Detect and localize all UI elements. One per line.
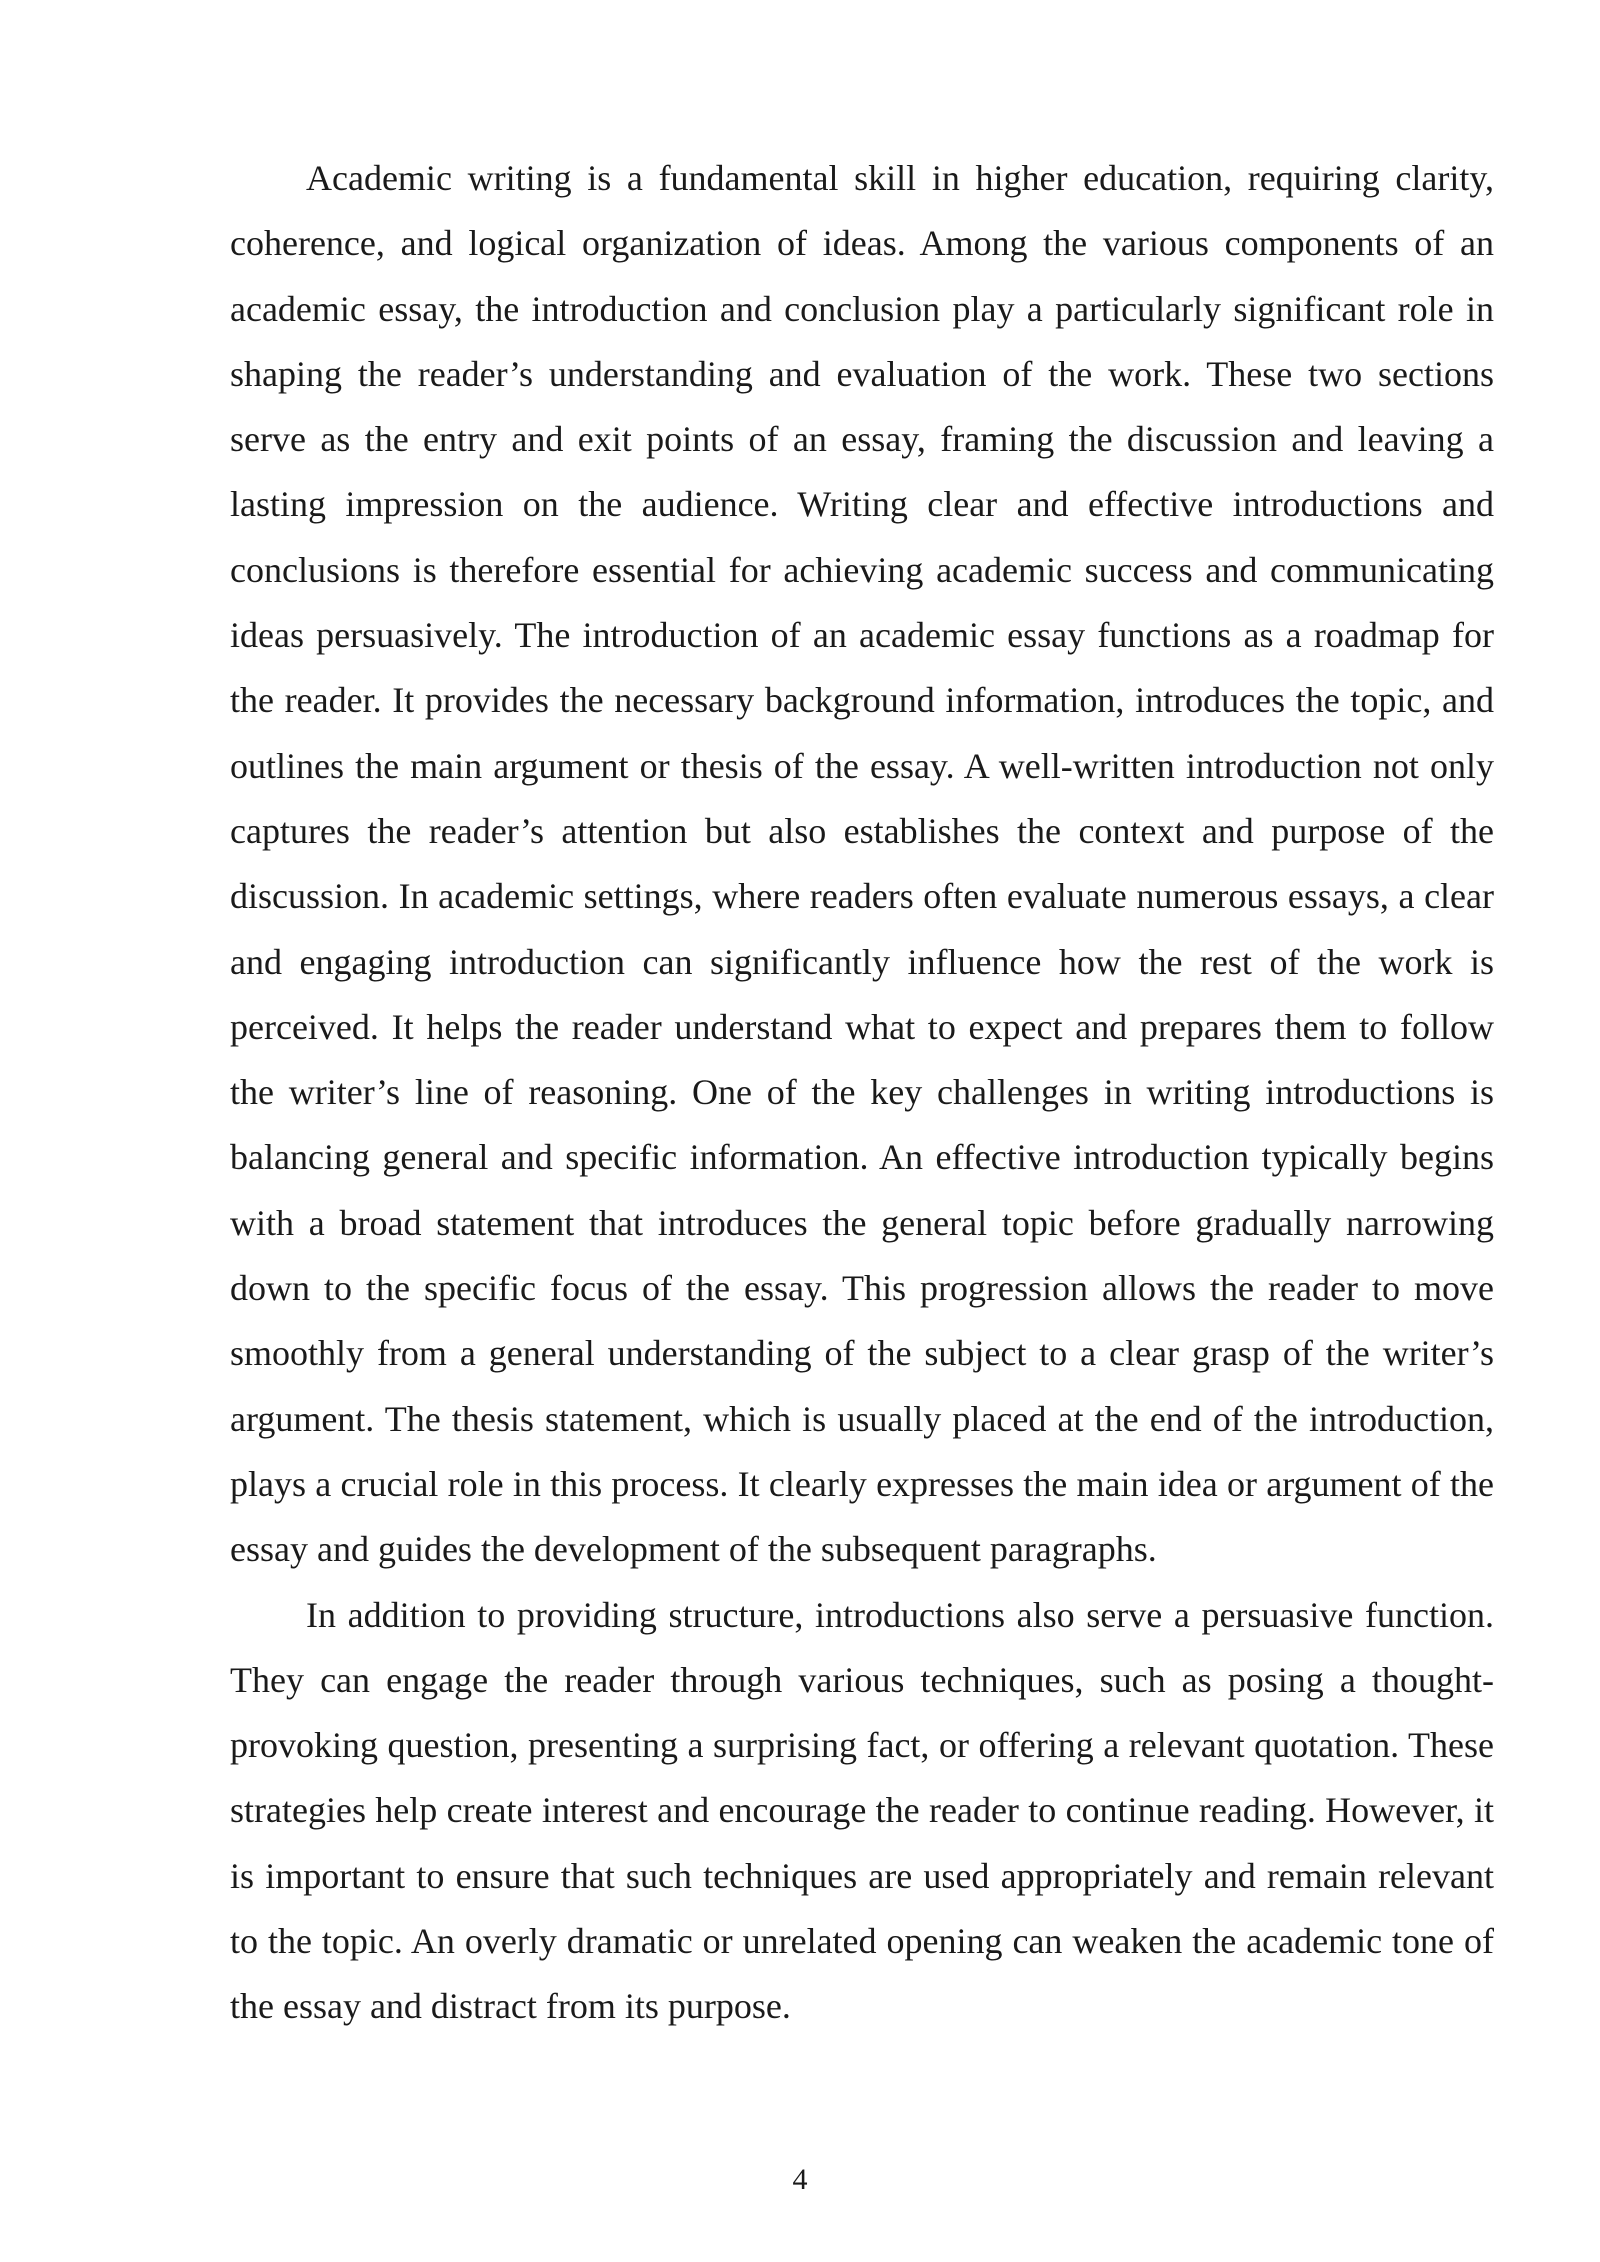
paragraph-1: Academic writing is a fundamental skill in higher education, requiring clarity, coherence, and logical organization of ideas. Among the various components of an academic essay, the introduction and conclusion play a particularly significant role in shaping the reader’s understanding and evaluation of the work. These two sections serve as the entry and exit points of an essay, framing the discussion and leaving a lasting impression on the audience. Writing clear and effective introductions and conclusions is therefore essential for achieving academic success and communicating ideas persuasively. The introduction of an academic essay functions as a roadmap for the reader. It provides the necessary background information, introduces the topic, and outlines the main argument or thesis of the essay. A well-written introduction not only captures the reader’s attention but also establishes the context and purpose of the discussion. In academic settings, where readers often evaluate numerous essays, a clear and engaging introduction can significantly influence how the rest of the work is perceived. It helps the reader understand what to expect and prepares them to follow the writer’s line of reasoning. One of the key challenges in writing introductions is balancing general and specific information. An effective introduction typically begins with a broad statement that introduces the general topic before gradually narrowing down to the specific focus of the essay. This progression allows the reader to move smoothly from a general understanding of the subject to a clear grasp of the writer’s argument. The thesis statement, which is usually placed at the end of the introduction, plays a crucial role in this process. It clearly expresses the main idea or argument of the essay and guides the development of the subsequent paragraphs.: [230, 158, 1494, 1570]
body-text: [230, 146, 1494, 2040]
page-number: 4: [792, 2163, 808, 2196]
paragraph-2: In addition to providing structure, introductions also serve a persuasive function. They can engage the reader through various techniques, such as posing a thought-provoking question, presenting a surprising fact, or offering a relevant quotation. These strategies help create interest and encourage the reader to continue reading. However, it is important to ensure that such techniques are used appropriately and remain relevant to the topic. An overly dramatic or unrelated opening can weaken the academic tone of the essay and distract from its purpose.: [230, 1594, 1494, 2027]
